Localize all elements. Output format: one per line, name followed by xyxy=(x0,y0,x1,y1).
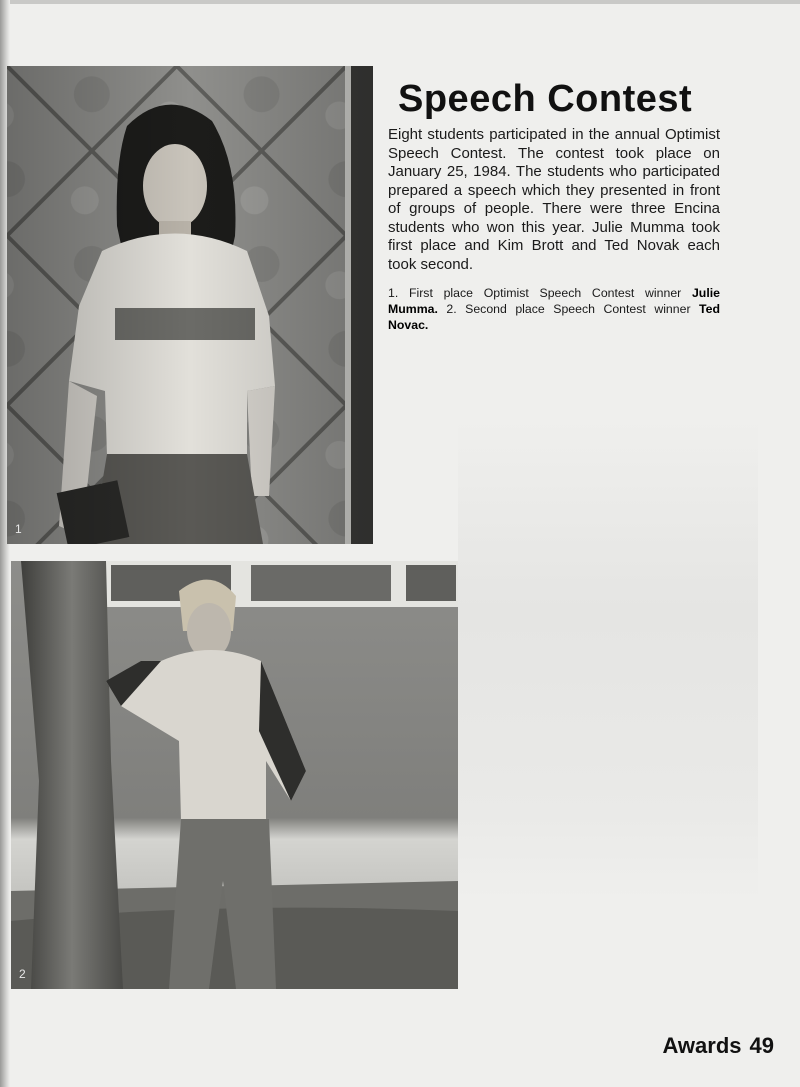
photo-number-1: 1 xyxy=(15,522,22,536)
article-title: Speech Contest xyxy=(398,78,693,120)
photo-1-image xyxy=(7,66,373,544)
page-number: 49 xyxy=(749,1033,774,1058)
photo-caption xyxy=(388,285,720,333)
page-folio xyxy=(662,1033,774,1059)
show-through-area xyxy=(458,420,758,900)
caption-part1-text: 1. First place Optimist Speech Contest winner xyxy=(388,286,692,300)
page-top-edge xyxy=(0,0,800,4)
section-name: Awards xyxy=(662,1033,742,1058)
photo-2-image xyxy=(11,561,458,989)
photo-number-2: 2 xyxy=(19,967,26,981)
caption-part2-text: 2. Second place Speech Contest winner xyxy=(437,302,700,316)
caption-part2-name: Ted Novac. xyxy=(388,302,720,332)
caption-part1-name: Julie Mumma. xyxy=(388,286,720,316)
article-body: Eight students participated in the annual Optimist Speech Contest. The contest took place on January 25, 1984. The students who participated prepared a speech which they presented in front of groups of people. There were three Encina students who won this year. Julie Mumma took first place and Kim Brott and Ted Novak each took second. xyxy=(388,126,720,273)
photo-2 xyxy=(11,561,458,989)
photo-1 xyxy=(7,66,373,544)
